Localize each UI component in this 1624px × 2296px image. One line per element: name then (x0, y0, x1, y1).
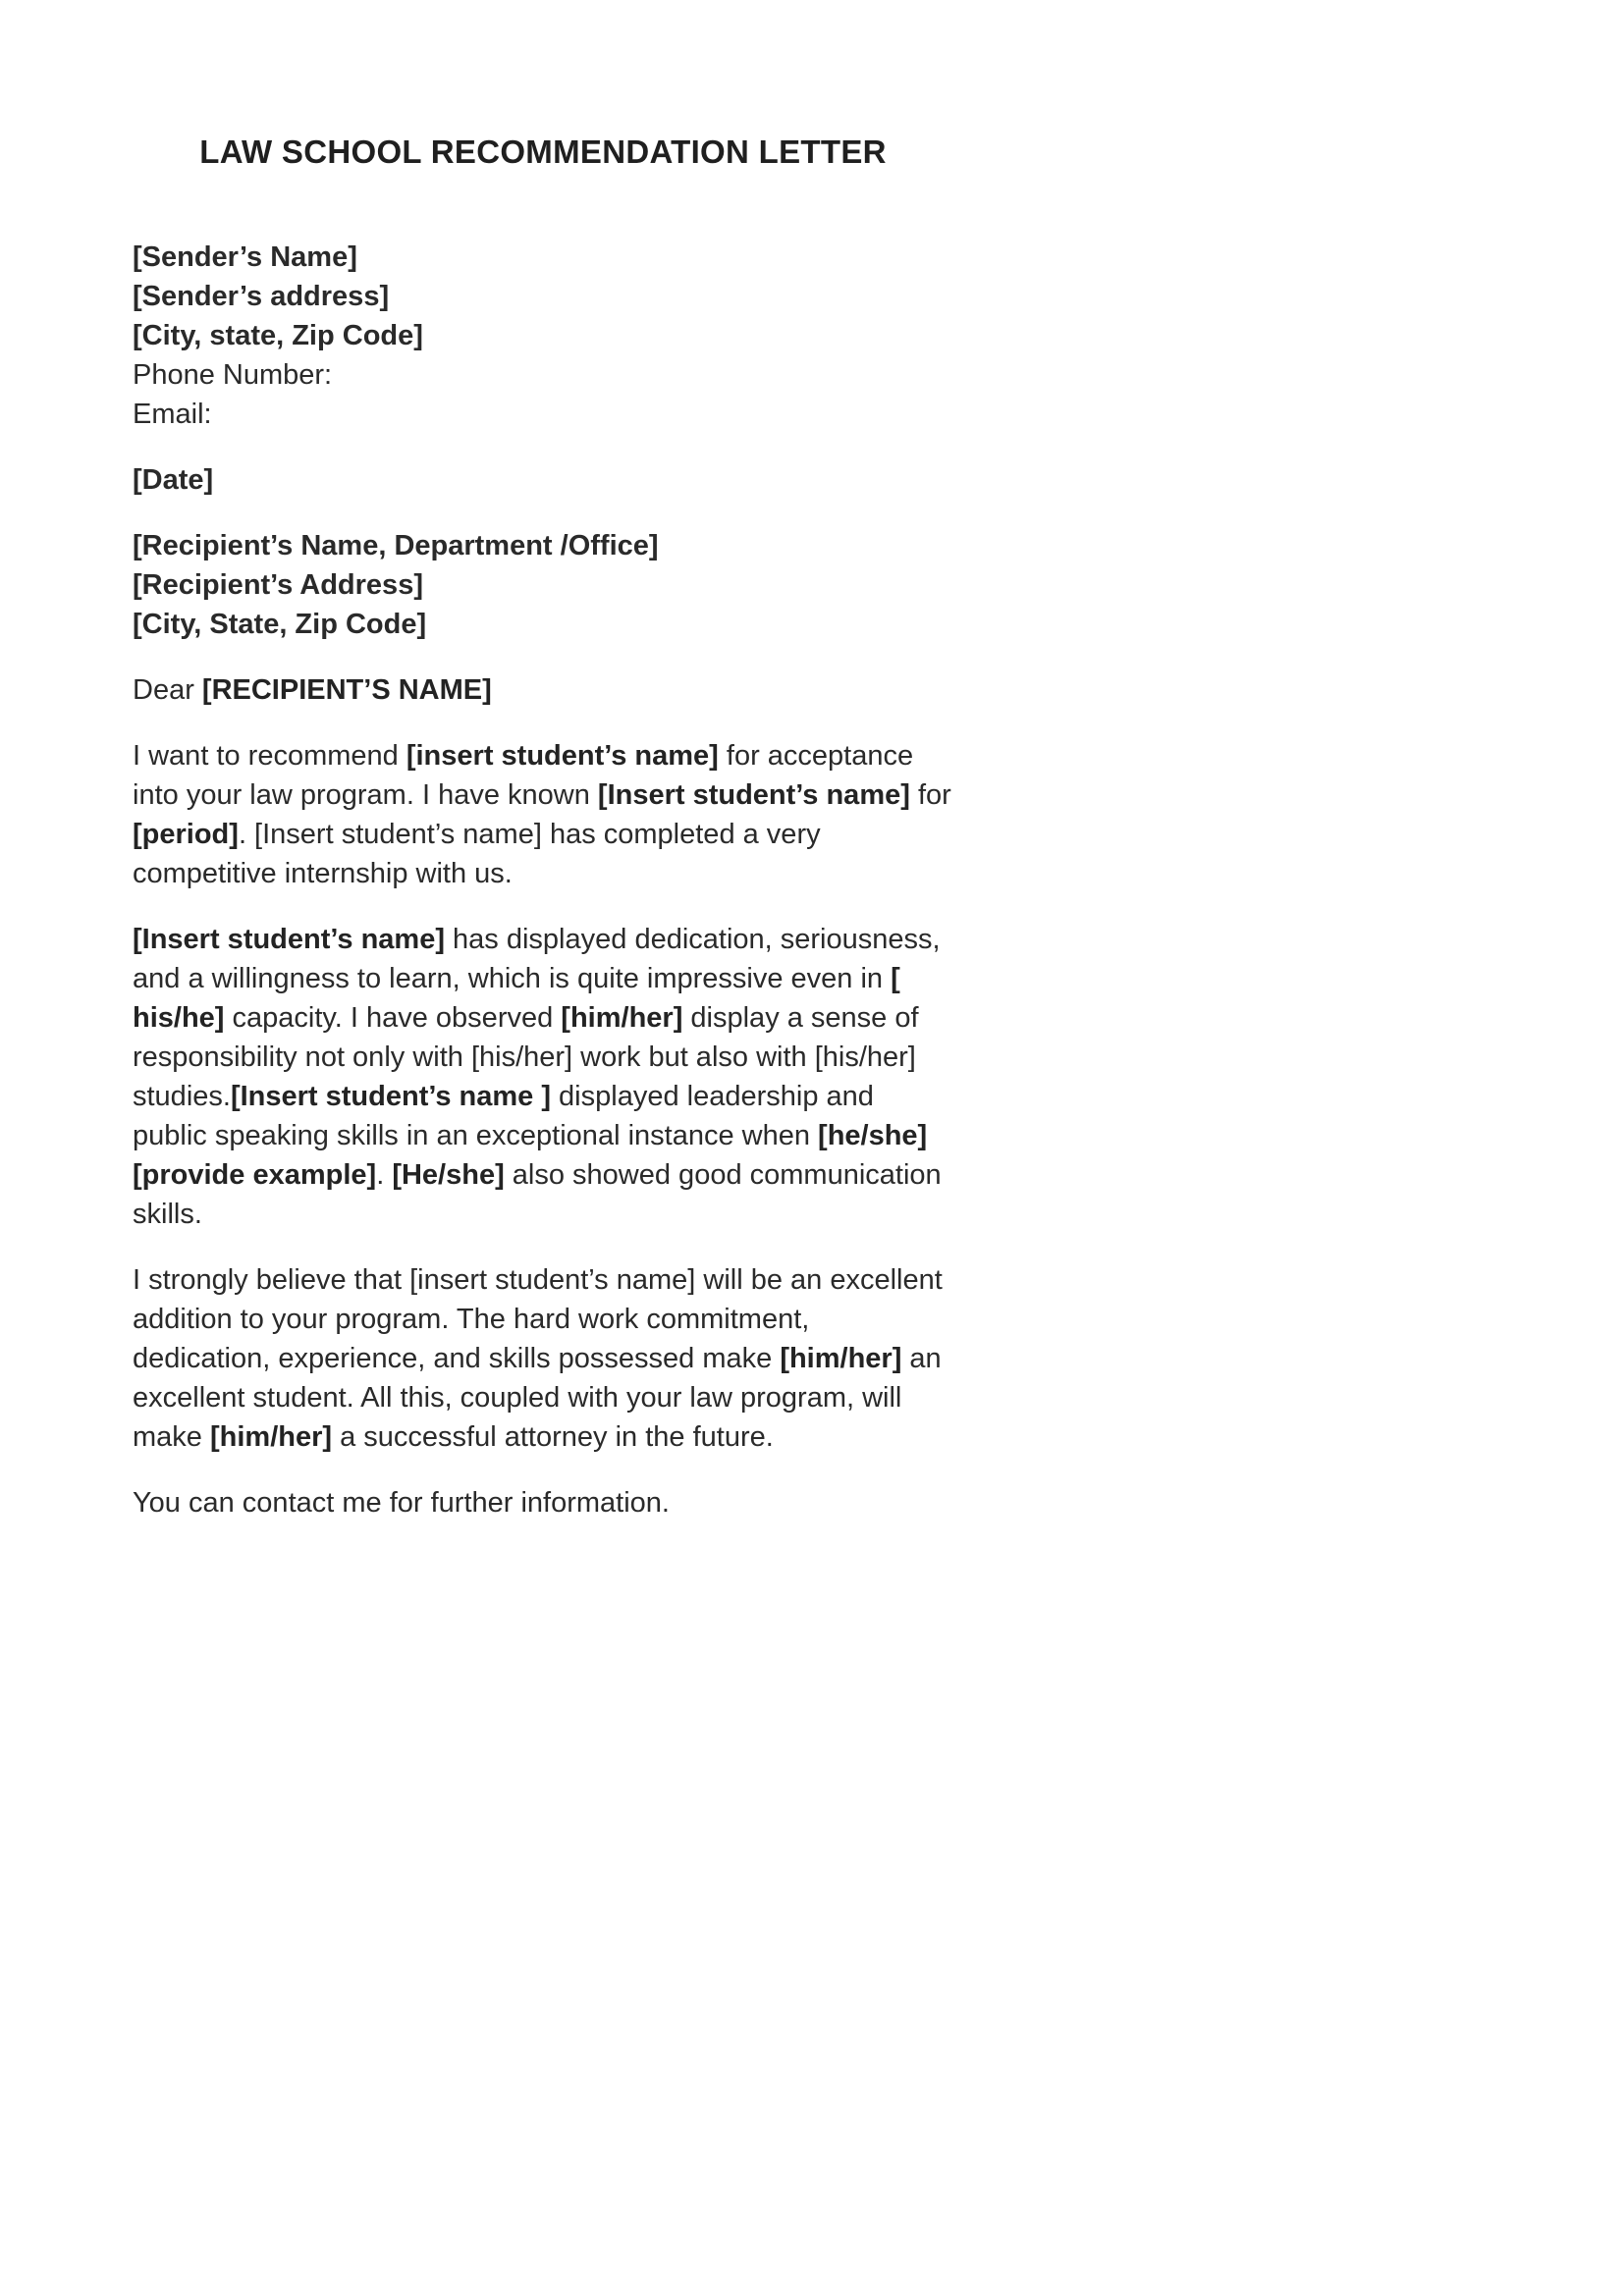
recipient-name-line: [Recipient’s Name, Department /Office] (133, 530, 659, 561)
salutation-line: Dear [RECIPIENT’S NAME] (133, 674, 492, 706)
date-line: [Date] (133, 464, 214, 496)
recipient-block (133, 526, 953, 644)
letter-content (133, 130, 953, 1549)
sender-email-label: Email: (133, 399, 212, 430)
recipient-city-line: [City, State, Zip Code] (133, 609, 427, 640)
sender-phone-label: Phone Number: (133, 359, 333, 391)
body-paragraph-2: [Insert student’s name] has displayed dedication, seriousness, and a willingness to learn, which is quite impressive even in [ his/he] capacity. I have observed [him/her] display a sense of responsibility not only with [his/her] work but also with [his/her] studies.[Insert student’s name ] displayed leadership and public speaking skills in an exceptional instance when [he/she][provide example]. [He/she] also showed good communication skills. (133, 924, 942, 1230)
body-paragraph-4: You can contact me for further information. (133, 1487, 670, 1519)
body-paragraph-3: I strongly believe that [insert student’s name] will be an excellent addition to your program. The hard work commitment, dedication, experience, and skills possessed make [him/her] an excellent student. All this, coupled with your law program, will make [him/her] a successful attorney in the future. (133, 1264, 943, 1453)
sender-name-line: [Sender’s Name] (133, 241, 357, 273)
sender-address-line: [Sender’s address] (133, 281, 390, 312)
sender-city-line: [City, state, Zip Code] (133, 320, 423, 351)
recipient-address-line: [Recipient’s Address] (133, 569, 423, 601)
sender-block (133, 238, 953, 434)
salutation-block (133, 670, 953, 710)
date-block (133, 460, 953, 500)
document-title: LAW SCHOOL RECOMMENDATION LETTER (199, 133, 887, 170)
body-paragraph-1: I want to recommend [insert student’s name] for acceptance into your law program. I have known [Insert student’s name] for [period]. [Insert student’s name] has completed a very competitive internship with us. (133, 740, 951, 889)
